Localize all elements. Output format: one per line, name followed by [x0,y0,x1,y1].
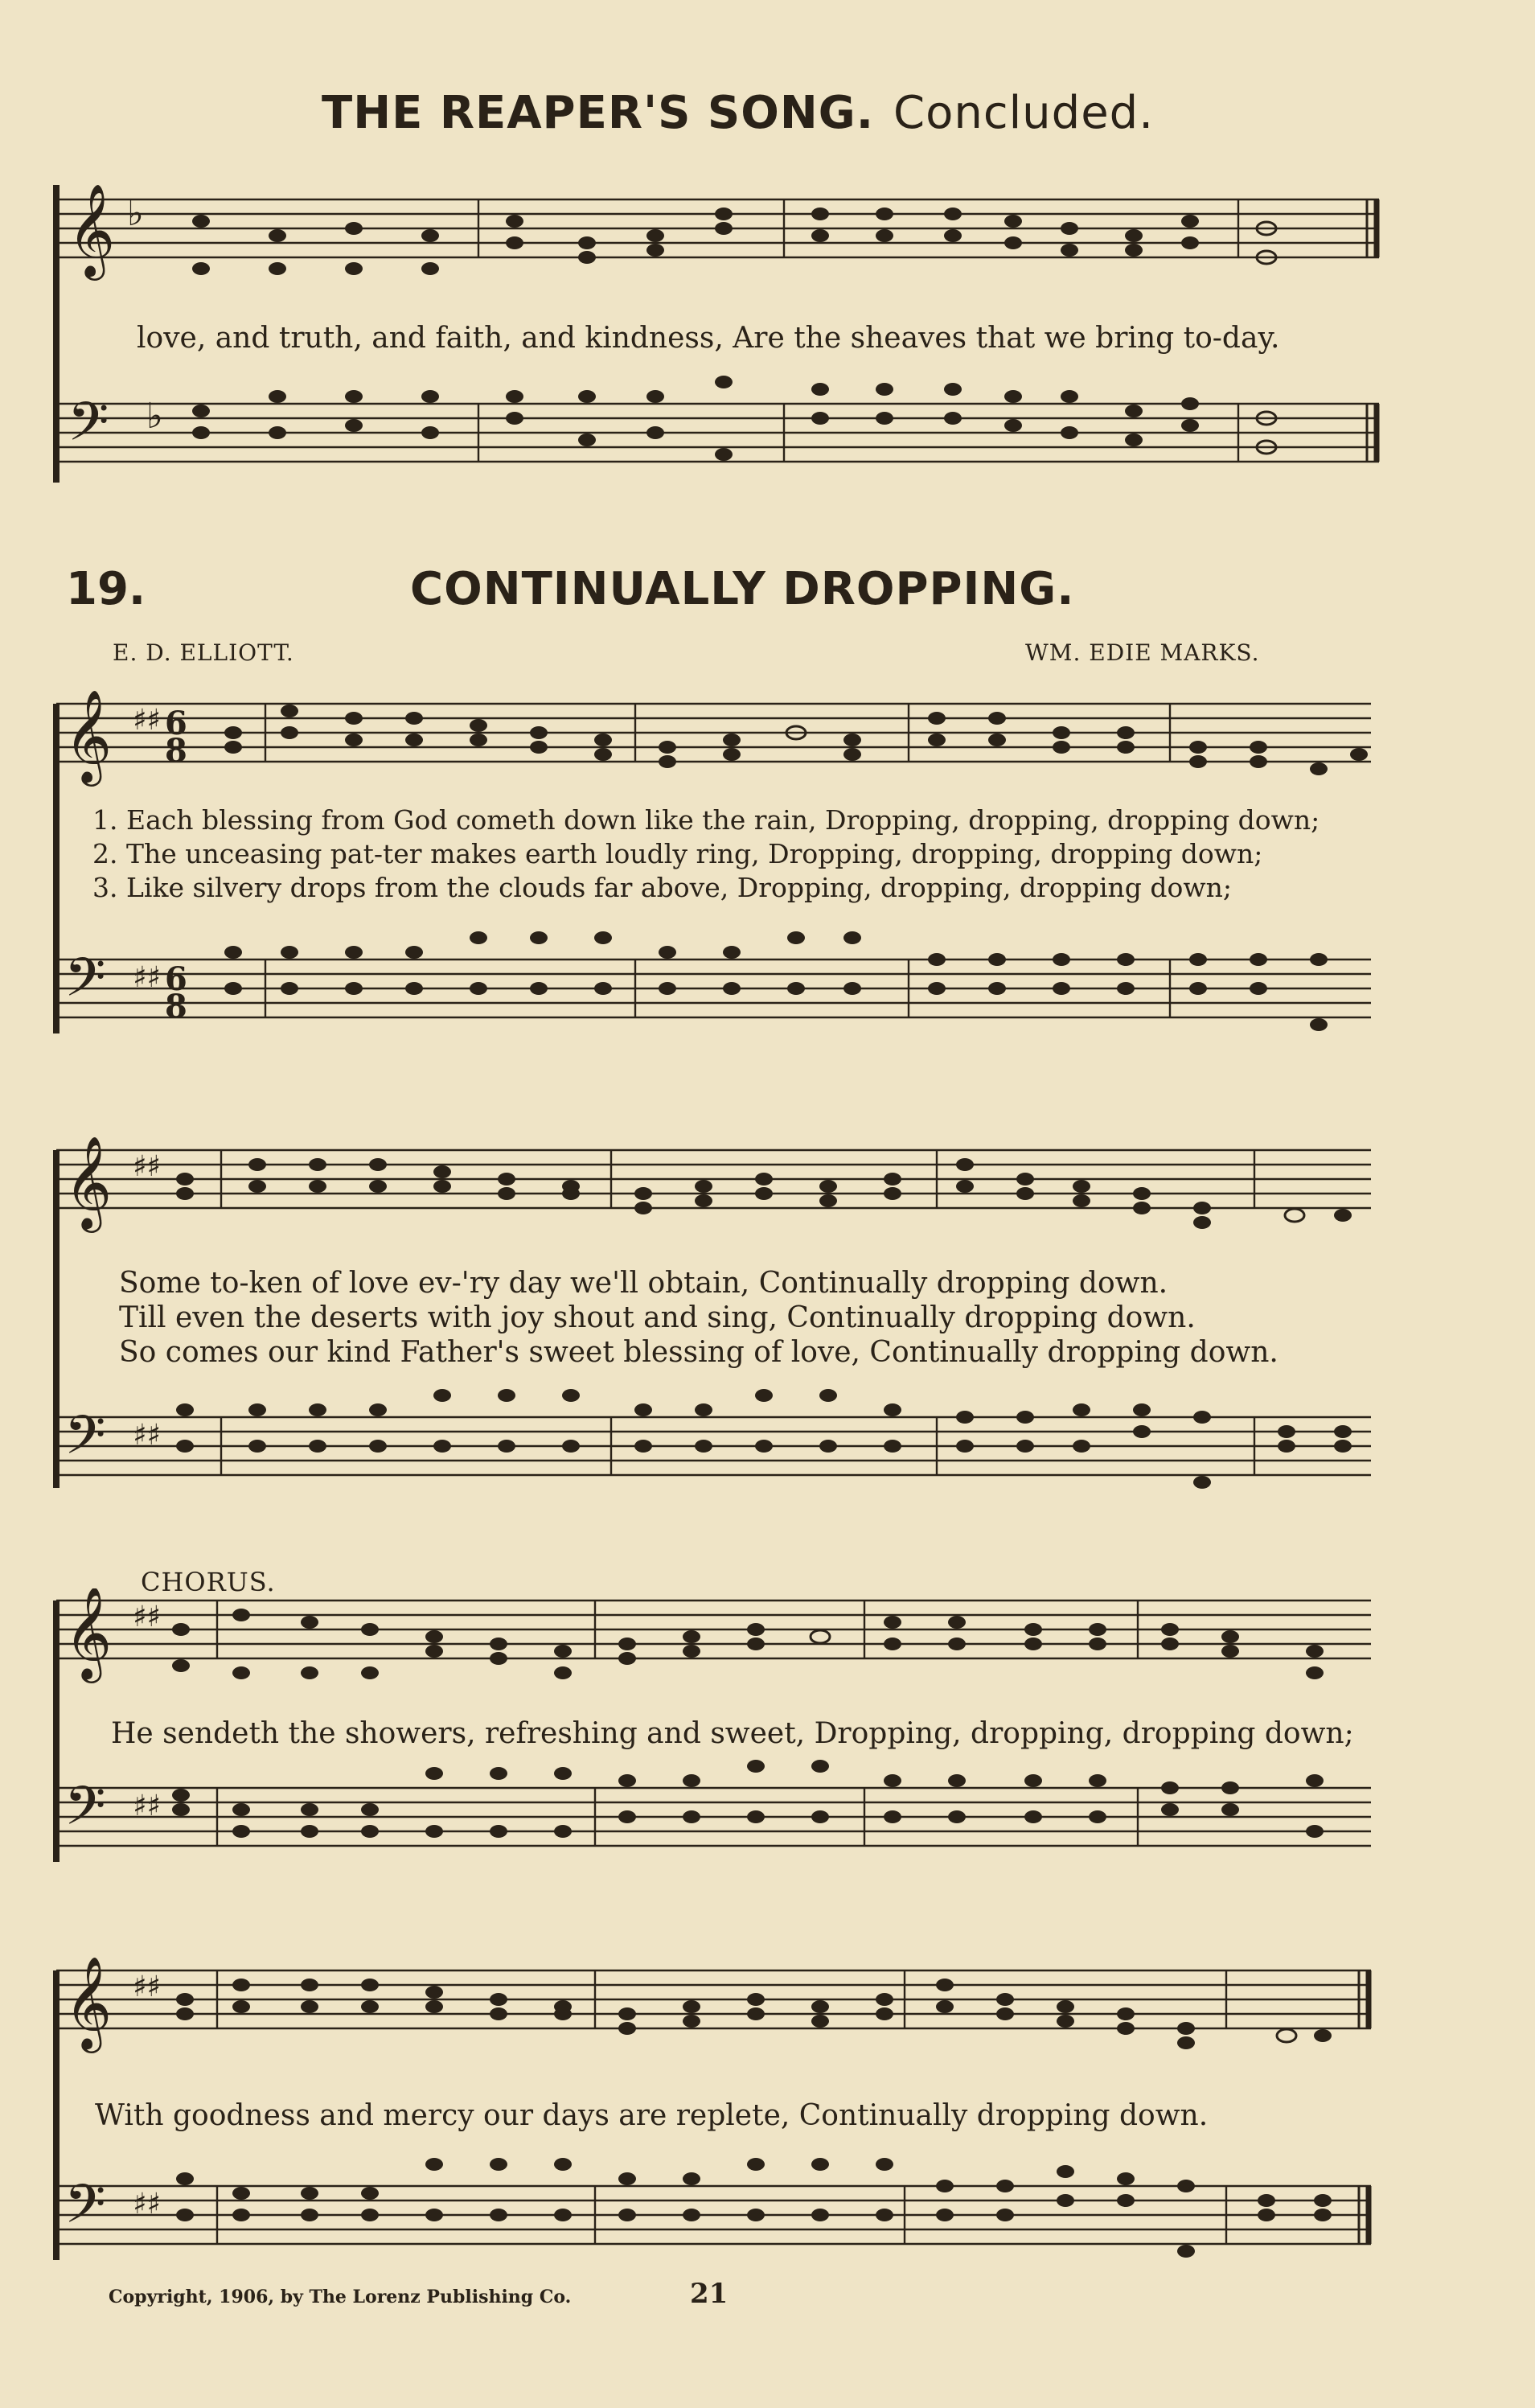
page-number: 21 [690,2278,729,2310]
refrain-1-line: Some to-ken of love ev-'ry day we'll obtain, Continually dropping down. [119,1267,1168,1300]
svg-text:𝄞: 𝄞 [64,1955,113,2049]
svg-text:𝄢: 𝄢 [68,391,109,466]
copyright-notice: Copyright, 1906, by The Lorenz Publishing Co. [109,2287,572,2307]
svg-text:♯♯: ♯♯ [133,1419,161,1452]
chorus-label: CHORUS. [141,1567,276,1597]
author-credit: E. D. ELLIOTT. [113,639,294,666]
verse-3-line: 3. Like silvery drops from the clouds far above, Dropping, dropping, dropping down; [92,872,1232,903]
svg-text:𝄞: 𝄞 [64,688,113,783]
svg-text:𝄢: 𝄢 [64,947,106,1021]
svg-text:♭: ♭ [127,193,144,234]
composer-credit: WM. EDIE MARKS. [1025,639,1260,666]
refrain-3-line: So comes our kind Father's sweet blessing of love, Continually dropping down. [119,1336,1278,1369]
bass-time-signature-top: 6 [165,960,187,998]
svg-text:♯♯: ♯♯ [133,704,161,737]
chorus-2-line: With goodness and mercy our days are replete, Continually dropping down. [95,2099,1209,2132]
time-signature-bottom: 8 [165,732,187,770]
svg-text:♯♯: ♯♯ [133,961,161,994]
refrain-2-line: Till even the deserts with joy shout and sing, Continually dropping down. [119,1301,1196,1334]
reaper-title [322,87,1206,139]
svg-text:𝄢: 𝄢 [64,1775,106,1850]
bass-time-signature-bottom: 8 [165,988,187,1025]
svg-text:♭: ♭ [146,396,163,437]
hymn-title: CONTINUALLY DROPPING. [410,563,1075,615]
svg-text:♯♯: ♯♯ [133,1601,161,1633]
svg-text:𝄢: 𝄢 [64,2173,106,2248]
svg-text:♯♯: ♯♯ [133,1150,161,1183]
svg-text:♯♯: ♯♯ [133,1790,161,1822]
reaper-title-main: THE REAPER'S SONG. [322,87,874,139]
svg-text:𝄞: 𝄞 [68,185,116,277]
svg-text:♯♯: ♯♯ [133,1970,161,2003]
svg-text:𝄞: 𝄞 [64,1135,113,1229]
time-signature-top: 6 [165,705,187,742]
svg-text:𝄞: 𝄞 [64,1588,113,1679]
verse-1-line: 1. Each blessing from God cometh down like the rain, Dropping, dropping, dropping down; [92,804,1320,836]
verse-2-line: 2. The unceasing pat-ter makes earth loudly ring, Dropping, dropping, dropping down; [92,838,1263,869]
svg-text:♯♯: ♯♯ [133,2188,161,2221]
svg-text:𝄢: 𝄢 [64,1404,106,1479]
reaper-lyric-line: love, and truth, and faith, and kindness, Are the sheaves that we bring to-day. [137,322,1280,355]
reaper-title-concluded: Concluded. [893,87,1155,139]
hymn-number: 19. [66,563,146,615]
chorus-1-line: He sendeth the showers, refreshing and sweet, Dropping, dropping, dropping down; [111,1717,1354,1750]
